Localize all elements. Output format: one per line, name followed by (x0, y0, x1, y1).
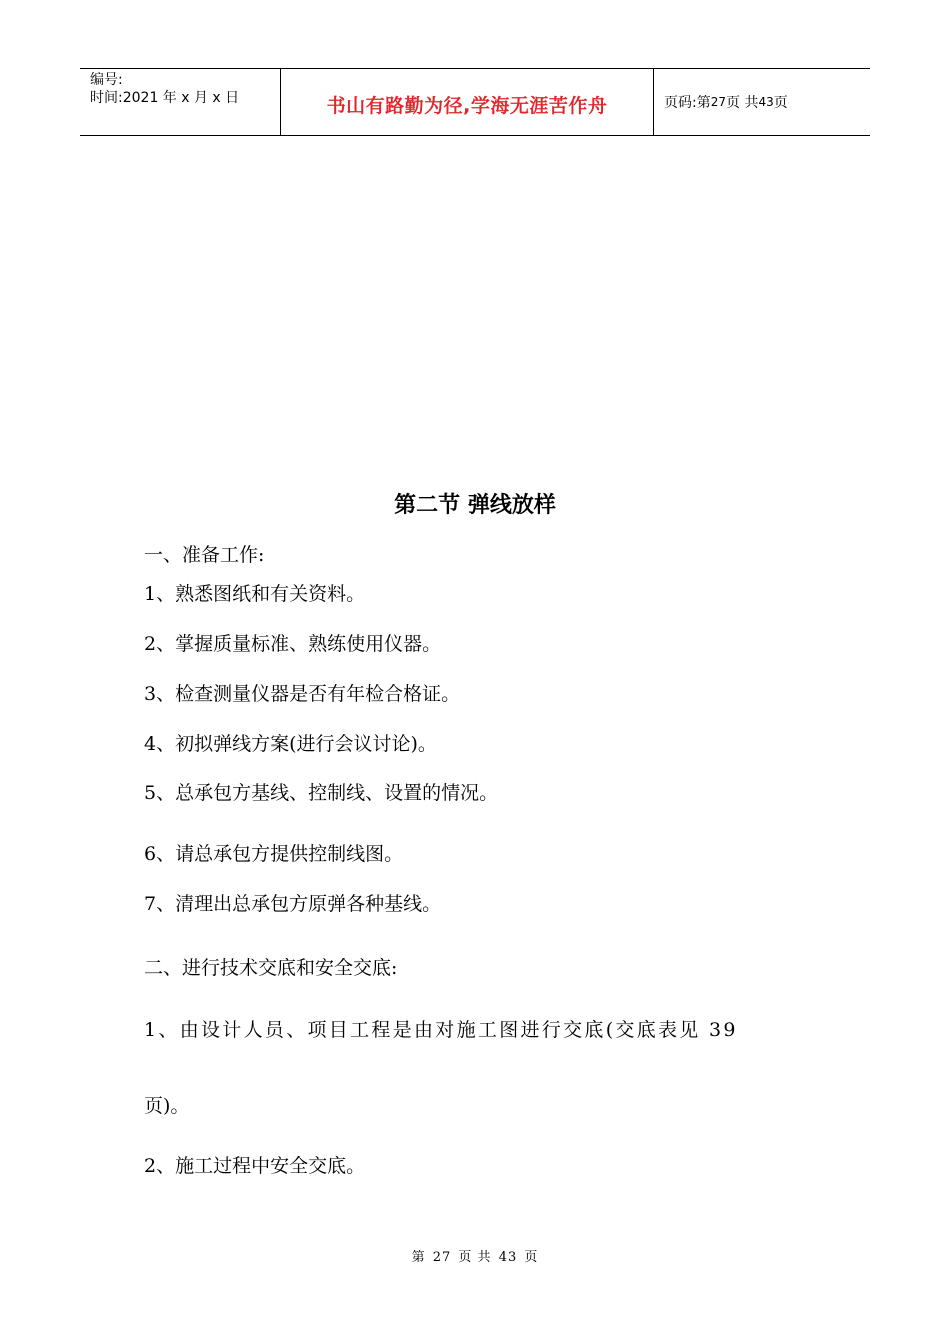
page-footer (0, 1246, 950, 1265)
footer-total: 43 (498, 1250, 518, 1265)
header-page-number (654, 69, 870, 135)
footer-suffix: 页 (524, 1250, 539, 1265)
body-line: 页)。 (144, 1095, 190, 1117)
body-line: 4、初拟弹线方案(进行会议讨论)。 (144, 733, 437, 755)
page-current: 27 (710, 95, 726, 109)
footer-mid: 页 共 (458, 1250, 492, 1265)
body-line: 2、掌握质量标准、熟练使用仪器。 (144, 633, 442, 655)
footer-current: 27 (432, 1250, 452, 1265)
page-header (80, 68, 870, 136)
page-label-prefix: 页码:第 (664, 95, 711, 111)
footer-prefix: 第 (411, 1250, 426, 1265)
body-line: 3、检查测量仪器是否有年检合格证。 (144, 683, 461, 705)
body-line: 5、总承包方基线、控制线、设置的情况。 (144, 782, 499, 804)
page-mid: 页 共 (726, 95, 759, 111)
body-line: 2、施工过程中安全交底。 (144, 1155, 366, 1177)
header-motto-cell (281, 69, 654, 135)
body-line: 二、进行技术交底和安全交底: (144, 957, 398, 979)
number-label: 编号: (90, 72, 123, 88)
section-title: 第二节 弹线放样 (394, 493, 556, 518)
header-meta (80, 69, 281, 135)
page-total: 43 (758, 95, 774, 109)
body-line: 1、由设计人员、项目工程是由对施工图进行交底(交底表见 39 (144, 1019, 738, 1041)
body-line: 6、请总承包方提供控制线图。 (144, 843, 404, 865)
date-value: 2021 年 x 月 x 日 (122, 90, 240, 106)
body-line: 1、熟悉图纸和有关资料。 (144, 583, 366, 605)
page-suffix: 页 (773, 95, 788, 111)
date-label: 时间: (90, 90, 123, 106)
motto: 书山有路勤为径,学海无涯苦作舟 (326, 94, 608, 117)
date-line (90, 89, 280, 107)
body-line: 一、准备工作: (144, 544, 265, 566)
body-line: 7、清理出总承包方原弹各种基线。 (144, 893, 442, 915)
